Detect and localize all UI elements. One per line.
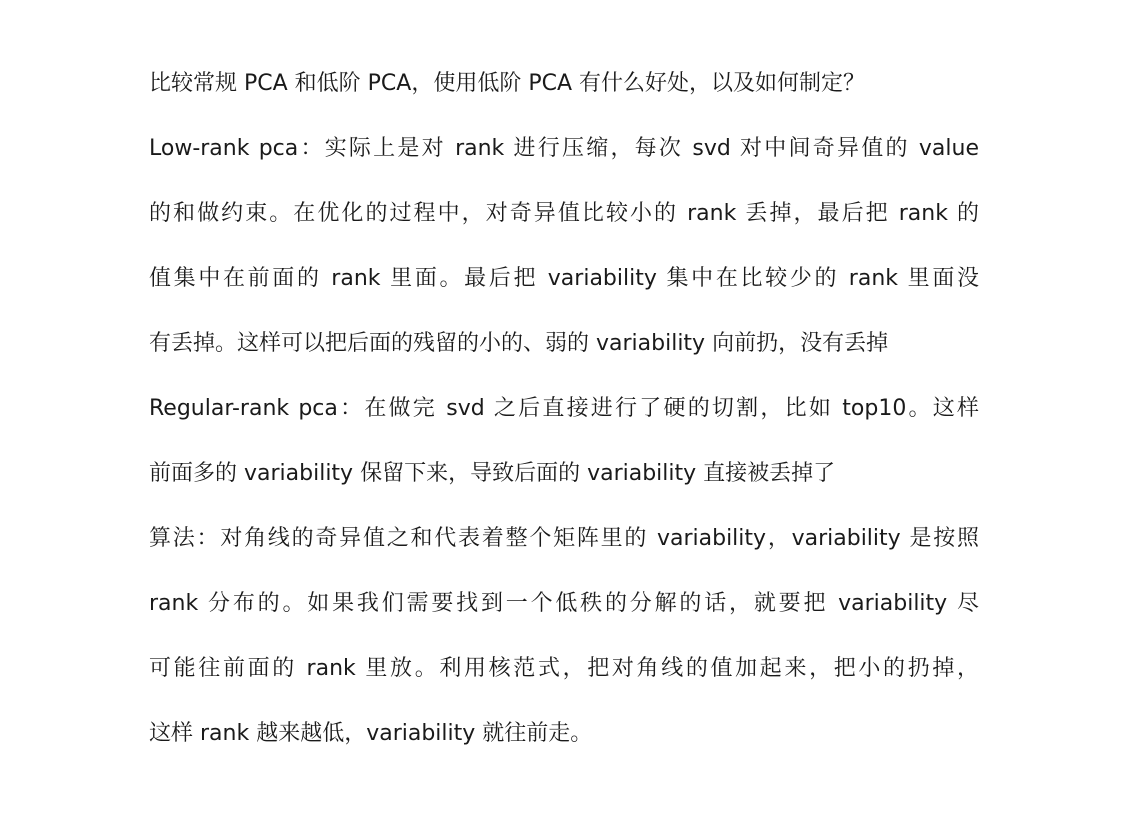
- question-heading: 比较常规 PCA 和低阶 PCA，使用低阶 PCA 有什么好处，以及如何制定？: [149, 71, 866, 96]
- paragraph-line: 算法：对角线的奇异值之和代表着整个矩阵里的 variability，variability 是按照: [149, 526, 979, 551]
- paragraph-line: Regular-rank pca：在做完 svd 之后直接进行了硬的切割，比如 top10。这样: [149, 396, 979, 421]
- paragraph-line: 的和做约束。在优化的过程中，对奇异值比较小的 rank 丢掉，最后把 rank 的: [149, 201, 979, 226]
- paragraph-line: 这样 rank 越来越低，variability 就往前走。: [149, 721, 593, 746]
- paragraph-line: 值集中在前面的 rank 里面。最后把 variability 集中在比较少的 rank 里面没: [149, 266, 979, 291]
- paragraph-line: 有丢掉。这样可以把后面的残留的小的、弱的 variability 向前扔，没有丢掉: [149, 331, 889, 356]
- paragraph-line: 前面多的 variability 保留下来，导致后面的 variability 直接被丢掉了: [149, 461, 836, 486]
- paragraph-line: Low-rank pca：实际上是对 rank 进行压缩，每次 svd 对中间奇异值的 value: [149, 136, 979, 161]
- paragraph-line: 可能往前面的 rank 里放。利用核范式，把对角线的值加起来，把小的扔掉，: [149, 656, 979, 681]
- paragraph-line: rank 分布的。如果我们需要找到一个低秩的分解的话，就要把 variability 尽: [149, 591, 979, 616]
